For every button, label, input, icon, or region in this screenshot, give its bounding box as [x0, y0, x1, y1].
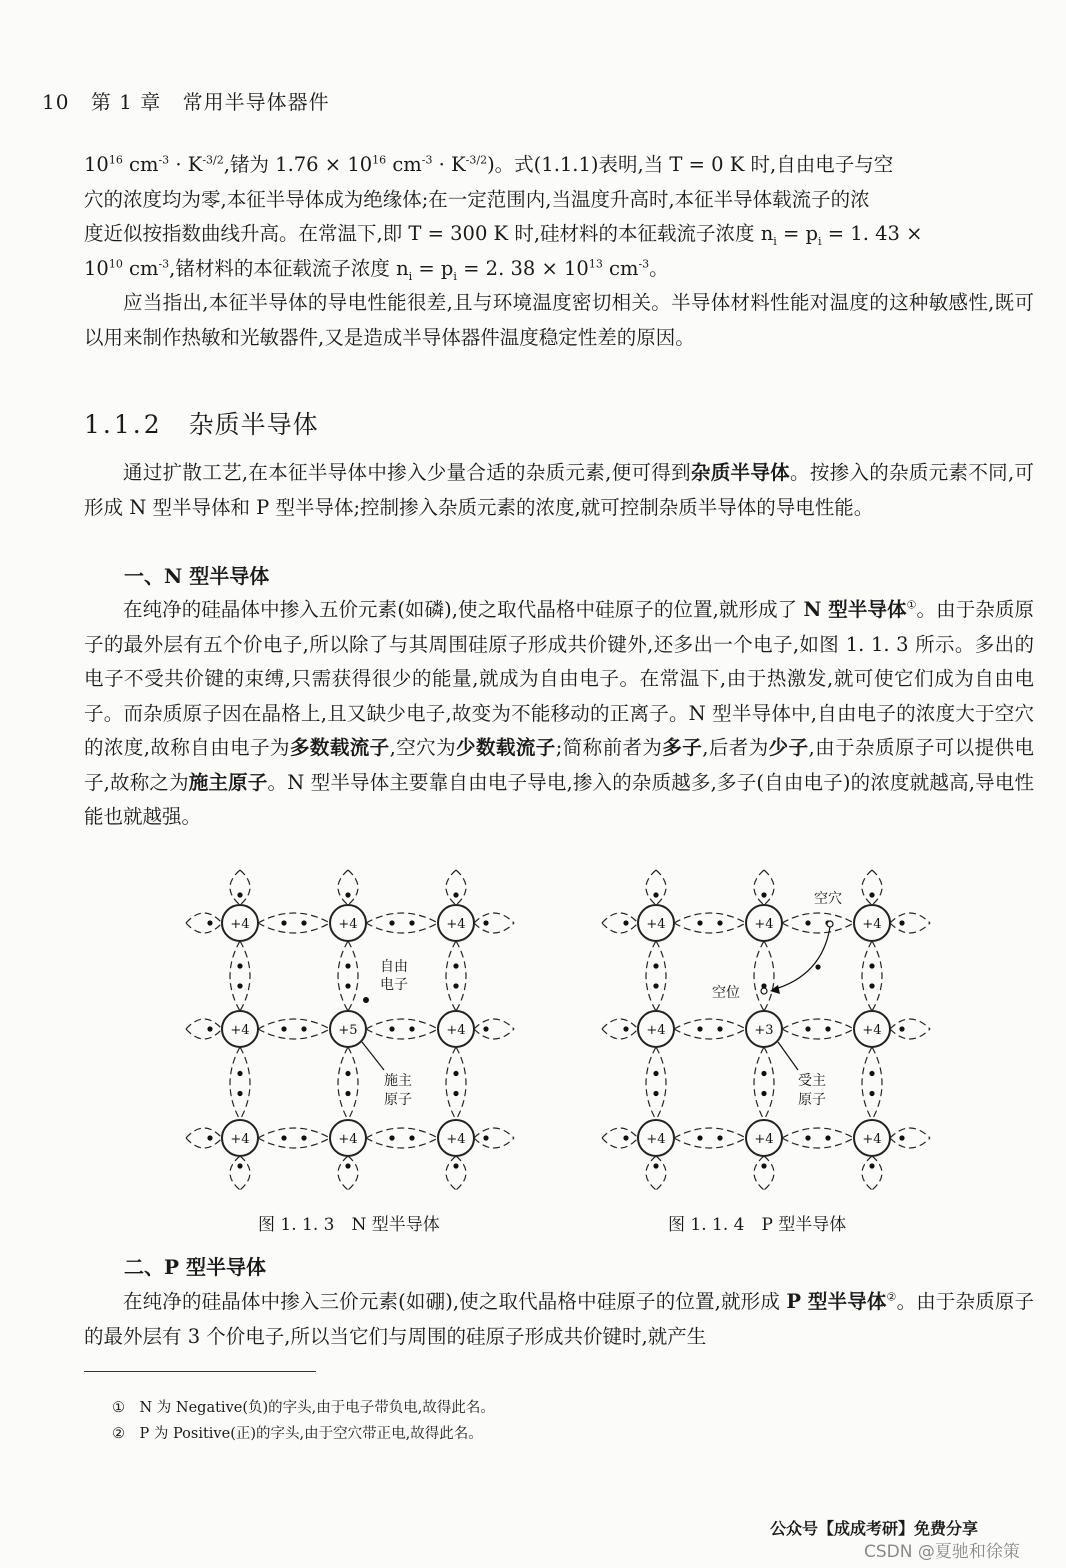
- valence-electron: [899, 1135, 904, 1140]
- term-impurity-semiconductor: 杂质半导体: [690, 461, 790, 484]
- bond-line: [890, 1019, 930, 1029]
- valence-electron: [483, 1135, 488, 1140]
- bond-line: [890, 1138, 930, 1148]
- bond-line: [240, 1156, 250, 1190]
- donor-leader-line: [362, 1042, 384, 1070]
- bond-line: [646, 1047, 656, 1120]
- chapter-number: 第 1 章: [90, 90, 162, 114]
- section-heading: [84, 405, 319, 441]
- bond-line: [348, 941, 358, 1011]
- figure-1-1-3-caption: 图 1. 1. 3 N 型半导体: [258, 1215, 440, 1235]
- valence-electron: [453, 892, 458, 897]
- hole-label: 空穴: [814, 891, 842, 907]
- bond-line: [240, 1047, 250, 1120]
- bond-line: [474, 1138, 514, 1148]
- valence-electron: [761, 1091, 766, 1096]
- valence-electron: [483, 920, 488, 925]
- figure-n-type-lattice: [180, 866, 520, 1196]
- valence-electron: [653, 892, 658, 897]
- hole-marker: [827, 921, 833, 927]
- acceptor-atom-label-1: 受主: [798, 1073, 826, 1089]
- valence-electron: [345, 983, 350, 988]
- valence-electron: [653, 1071, 658, 1076]
- valence-electron: [389, 920, 394, 925]
- bond-line: [366, 923, 438, 933]
- bond-line: [258, 913, 330, 923]
- bond-line: [186, 913, 222, 923]
- valence-electron: [237, 963, 242, 968]
- footnote-ref-2[interactable]: ②: [886, 1290, 897, 1304]
- running-header: [42, 86, 344, 115]
- bond-line: [186, 1019, 222, 1029]
- silicon-atom-label: +4: [230, 1023, 250, 1038]
- valence-electron: [345, 963, 350, 968]
- figure-1-1-4-caption: 图 1. 1. 4 P 型半导体: [668, 1215, 847, 1235]
- bond-line: [646, 941, 656, 1011]
- bond-line: [446, 1156, 456, 1190]
- bond-line: [646, 870, 656, 905]
- paragraph-n-type: 在纯净的硅晶体中掺入五价元素(如磷),使之取代晶格中硅原子的位置,就形成了 N 型半导体①。由于杂质原子的最外层有五个价电子,所以除了与其周围硅原子形成共价键外,还多出一个电子,如图 1. 1. 3 所示。多出的电子不受共价键的束缚,只需获得很少的能量,就成为自由电子。在常温下,由于热激发,就可使它们成为自由电子。而杂质原子因在晶格上,且又缺少电子,故变为不能移动的正离子。N 型半导体中,自由电子的浓度大于空穴的浓度,故称自由电子为多数载流子,空穴为少数载流子;简称前者为多子,后者为少子,由于杂质原子可以提供电子,故称之为施主原子。N 型半导体主要靠自由电子导电,掺入的杂质越多,多子(自由电子)的浓度就越高,导电性能也就越强。: [84, 598, 1035, 828]
- valence-electron: [761, 1071, 766, 1076]
- subheading-p-type: 二、P 型半导体: [124, 1255, 267, 1279]
- bond-line: [674, 1029, 746, 1039]
- bond-line: [764, 870, 774, 905]
- valence-electron: [237, 1163, 242, 1168]
- electron-path-arrow: [772, 927, 830, 990]
- bond-line: [872, 1047, 882, 1120]
- silicon-atom-label: +4: [646, 1023, 666, 1038]
- bond-line: [782, 1128, 854, 1138]
- bond-line: [674, 1138, 746, 1148]
- valence-electron: [301, 1026, 306, 1031]
- silicon-atom-label: +4: [754, 917, 774, 932]
- bond-line: [186, 923, 222, 933]
- section-title: 杂质半导体: [188, 410, 319, 439]
- bond-line: [782, 1019, 854, 1029]
- silicon-atom-label: +4: [230, 1132, 250, 1147]
- bond-line: [348, 870, 358, 905]
- valence-electron: [483, 1026, 488, 1031]
- bond-line: [782, 1138, 854, 1148]
- bond-line: [446, 870, 456, 905]
- bond-line: [366, 913, 438, 923]
- silicon-atom-label: +4: [338, 1132, 358, 1147]
- bond-line: [348, 1156, 358, 1190]
- bond-line: [258, 1029, 330, 1039]
- valence-electron: [653, 1163, 658, 1168]
- acceptor-atom-label-2: 原子: [798, 1092, 826, 1108]
- valence-electron: [207, 920, 212, 925]
- silicon-atom-label: +4: [230, 917, 250, 932]
- bond-line: [862, 870, 872, 905]
- watermark: CSDN @夏驰和徐策: [864, 1542, 1020, 1562]
- bond-line: [674, 923, 746, 933]
- valence-electron: [453, 1163, 458, 1168]
- valence-electron: [717, 1026, 722, 1031]
- valence-electron: [345, 1071, 350, 1076]
- bond-line: [872, 870, 882, 905]
- bond-line: [890, 923, 930, 933]
- bond-line: [474, 923, 514, 933]
- bond-line: [230, 1156, 240, 1190]
- valence-electron: [389, 1135, 394, 1140]
- bond-line: [764, 1047, 774, 1120]
- page-number: 10: [42, 90, 70, 114]
- bond-line: [186, 1128, 222, 1138]
- bond-line: [862, 941, 872, 1011]
- valence-electron: [237, 983, 242, 988]
- bond-line: [338, 870, 348, 905]
- bond-line: [656, 1156, 666, 1190]
- bond-line: [186, 1138, 222, 1148]
- paragraph-p-type: 在纯净的硅晶体中掺入三价元素(如硼),使之取代晶格中硅原子的位置,就形成 P 型半导体②。由于杂质原子的最外层有 3 个价电子,所以当它们与周围的硅原子形成共价键时,就产生: [84, 1290, 1034, 1348]
- bond-line: [258, 923, 330, 933]
- valence-electron: [869, 892, 874, 897]
- valence-electron: [207, 1026, 212, 1031]
- valence-electron: [453, 1071, 458, 1076]
- valence-electron: [453, 983, 458, 988]
- figure-p-type-lattice: [596, 866, 936, 1196]
- intro-line-2: 穴的浓度均为零,本征半导体成为绝缘体;在一定范围内,当温度升高时,本征半导体载流子的浓: [84, 187, 870, 211]
- bond-line: [602, 923, 638, 933]
- bond-line: [602, 1029, 638, 1039]
- valence-electron: [761, 892, 766, 897]
- footnotes: [112, 1395, 495, 1447]
- silicon-atom-label: +4: [338, 917, 358, 932]
- bond-line: [474, 1029, 514, 1039]
- bond-line: [338, 1047, 348, 1120]
- valence-electron: [697, 1135, 702, 1140]
- valence-electron: [301, 920, 306, 925]
- valence-electron: [389, 1026, 394, 1031]
- valence-electron: [653, 983, 658, 988]
- footnote-ref-1[interactable]: ①: [906, 598, 917, 612]
- acceptor-leader-line: [778, 1042, 798, 1070]
- intro-paragraph: [84, 148, 1034, 286]
- valence-electron: [761, 1163, 766, 1168]
- impurity-atom-label: +5: [338, 1023, 358, 1038]
- silicon-atom-label: +4: [446, 917, 466, 932]
- silicon-atom-label: +4: [862, 1023, 882, 1038]
- bond-line: [872, 1156, 882, 1190]
- arrow-head: [770, 985, 780, 994]
- intro-line-3: 度近似按指数曲线升高。在常温下,即 T = 300 K 时,硅材料的本征载流子浓度 $n_i = p_i = 1$. 43 ×: [84, 222, 923, 248]
- donor-atom-label-2: 原子: [384, 1092, 412, 1108]
- bond-line: [754, 1156, 764, 1190]
- bond-line: [754, 1047, 764, 1120]
- bond-line: [646, 1156, 656, 1190]
- free-electron: [363, 997, 369, 1003]
- bond-line: [230, 941, 240, 1011]
- silicon-atom-label: +4: [754, 1132, 774, 1147]
- valence-electron: [207, 1135, 212, 1140]
- bond-line: [366, 1138, 438, 1148]
- valence-electron: [623, 1026, 628, 1031]
- valence-electron: [697, 1026, 702, 1031]
- silicon-atom-label: +4: [446, 1023, 466, 1038]
- bond-line: [456, 1047, 466, 1120]
- bond-line: [474, 913, 514, 923]
- valence-electron: [869, 1163, 874, 1168]
- bond-line: [764, 1156, 774, 1190]
- valence-electron: [453, 963, 458, 968]
- bond-line: [186, 1029, 222, 1039]
- valence-electron: [717, 920, 722, 925]
- bond-line: [446, 1047, 456, 1120]
- vacancy-label: 空位: [712, 985, 740, 1001]
- valence-electron: [825, 1026, 830, 1031]
- bond-line: [890, 1029, 930, 1039]
- bond-line: [338, 941, 348, 1011]
- valence-electron: [237, 892, 242, 897]
- footnote-1: ① N 为 Negative(负)的字头,由于电子带负电,故得此名。: [112, 1400, 495, 1416]
- bond-line: [754, 941, 764, 1011]
- bond-line: [456, 1156, 466, 1190]
- bond-line: [782, 913, 854, 923]
- valence-electron: [869, 1091, 874, 1096]
- bond-line: [366, 1019, 438, 1029]
- bond-line: [656, 1047, 666, 1120]
- donor-atom-label-1: 施主: [384, 1073, 412, 1089]
- bond-line: [258, 1128, 330, 1138]
- bond-line: [348, 1047, 358, 1120]
- silicon-atom-label: +4: [862, 917, 882, 932]
- bond-line: [674, 1019, 746, 1029]
- silicon-atom-label: +4: [862, 1132, 882, 1147]
- bond-line: [456, 870, 466, 905]
- valence-electron: [697, 920, 702, 925]
- valence-electron: [301, 1135, 306, 1140]
- valence-electron: [805, 920, 810, 925]
- valence-electron: [409, 1135, 414, 1140]
- bond-line: [366, 1029, 438, 1039]
- bond-line: [862, 1047, 872, 1120]
- free-electron-label-2: 电子: [380, 977, 408, 993]
- paragraph-impurity: 通过扩散工艺,在本征半导体中掺入少量合适的杂质元素,便可得到杂质半导体。按掺入的杂质元素不同,可形成 N 型半导体和 P 型半导体;控制掺入杂质元素的浓度,就可控制杂质半导体的导电性能。: [84, 461, 1034, 519]
- chapter-title: 常用半导体器件: [182, 90, 330, 114]
- bond-line: [890, 1128, 930, 1138]
- bond-line: [338, 1156, 348, 1190]
- bond-line: [230, 870, 240, 905]
- bond-line: [602, 913, 638, 923]
- bond-line: [258, 1019, 330, 1029]
- valence-electron: [409, 1026, 414, 1031]
- subheading-n-type: 一、N 型半导体: [124, 564, 270, 588]
- valence-electron: [825, 1135, 830, 1140]
- bond-line: [240, 941, 250, 1011]
- valence-electron: [345, 1091, 350, 1096]
- bond-line: [656, 941, 666, 1011]
- bond-line: [890, 913, 930, 923]
- bond-line: [656, 870, 666, 905]
- bond-line: [602, 1128, 638, 1138]
- footnote-2: ② P 为 Positive(正)的字头,由于空穴带正电,故得此名。: [112, 1426, 483, 1442]
- valence-electron: [345, 892, 350, 897]
- valence-electron: [281, 1135, 286, 1140]
- promo-text: 公众号【成成考研】免费分享: [770, 1519, 979, 1538]
- bond-line: [474, 1128, 514, 1138]
- valence-electron: [623, 1135, 628, 1140]
- bond-line: [602, 1138, 638, 1148]
- bond-line: [674, 913, 746, 923]
- intro-line-4: $10^{10}$ $cm^{-3}$,锗材料的本征载流子浓度 $n_i = p_i = 2$. $38 \times 10^{13}$ $cm^{-3}$。: [84, 256, 669, 283]
- silicon-atom-label: +4: [446, 1132, 466, 1147]
- valence-electron: [899, 920, 904, 925]
- impurity-atom-label: +3: [754, 1023, 774, 1038]
- moving-electron: [815, 964, 820, 969]
- intro-line-1: $10^{16}$ $cm^{-3} \cdot K^{-3/2}$,锗为 $1.76 \times 10^{16}$ $cm^{-3} \cdot K^{-3/2}$)。式(1.1.1)表明,当 T = 0 K 时,自由电子与空: [84, 153, 894, 176]
- bond-line: [446, 941, 456, 1011]
- valence-electron: [623, 920, 628, 925]
- bond-line: [764, 941, 774, 1011]
- silicon-atom-label: +4: [646, 917, 666, 932]
- valence-electron: [281, 920, 286, 925]
- valence-electron: [869, 983, 874, 988]
- bond-line: [862, 1156, 872, 1190]
- valence-electron: [237, 1091, 242, 1096]
- valence-electron: [869, 963, 874, 968]
- bond-line: [456, 941, 466, 1011]
- bond-line: [872, 941, 882, 1011]
- bond-line: [754, 870, 764, 905]
- silicon-atom-label: +4: [646, 1132, 666, 1147]
- valence-electron: [237, 1071, 242, 1076]
- bond-line: [366, 1128, 438, 1138]
- vacancy-marker: [761, 988, 767, 994]
- valence-electron: [281, 1026, 286, 1031]
- bond-line: [474, 1019, 514, 1029]
- valence-electron: [805, 1135, 810, 1140]
- bond-line: [674, 1128, 746, 1138]
- bond-line: [782, 923, 854, 933]
- bond-line: [258, 1138, 330, 1148]
- bond-line: [602, 1019, 638, 1029]
- valence-electron: [453, 1091, 458, 1096]
- valence-electron: [869, 1071, 874, 1076]
- valence-electron: [345, 1163, 350, 1168]
- valence-electron: [653, 1091, 658, 1096]
- valence-electron: [717, 1135, 722, 1140]
- valence-electron: [409, 920, 414, 925]
- section-number: 1.1.2: [84, 410, 163, 439]
- free-electron-label-1: 自由: [380, 959, 408, 975]
- bond-line: [782, 1029, 854, 1039]
- valence-electron: [805, 1026, 810, 1031]
- footnote-divider: [84, 1371, 316, 1372]
- bond-line: [240, 870, 250, 905]
- valence-electron: [653, 963, 658, 968]
- paragraph-temperature: 应当指出,本征半导体的导电性能很差,且与环境温度密切相关。半导体材料性能对温度的这种敏感性,既可以用来制作热敏和光敏器件,又是造成半导体器件温度稳定性差的原因。: [84, 291, 1034, 349]
- bond-line: [230, 1047, 240, 1120]
- valence-electron: [899, 1026, 904, 1031]
